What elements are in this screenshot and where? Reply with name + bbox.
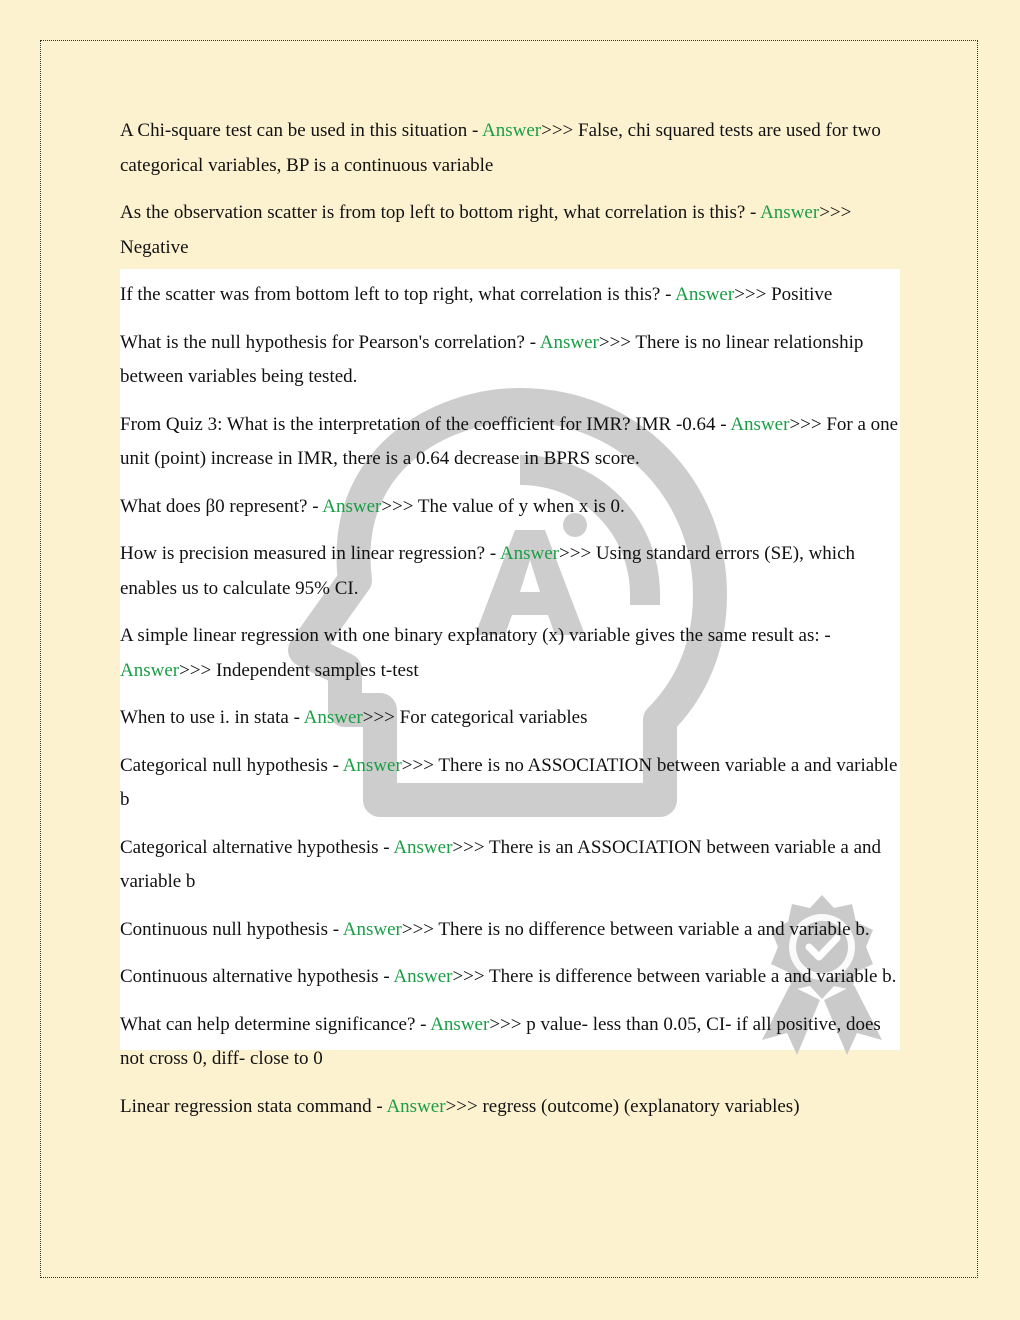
- answer-text: There is no linear relationship between variables being tested.: [120, 331, 864, 387]
- question-text: As the observation scatter is from top left to bottom right, what correlation is this?: [120, 202, 746, 223]
- answer-suffix: >>>: [559, 543, 596, 564]
- answer-label: Answer: [342, 918, 402, 940]
- separator: -: [378, 966, 394, 987]
- question-text: If the scatter was from bottom left to top right, what correlation is this?: [120, 284, 661, 305]
- answer-suffix: >>>: [401, 754, 439, 776]
- answer-label: Answer: [303, 707, 363, 728]
- qa-item: [120, 831, 900, 900]
- separator: -: [327, 754, 343, 776]
- separator: -: [745, 202, 761, 223]
- answer-label: Answer: [730, 413, 790, 435]
- answer-suffix: >>>: [452, 966, 490, 987]
- answer-label: Answer: [322, 495, 382, 517]
- qa-item: [120, 408, 900, 477]
- separator: -: [288, 707, 304, 728]
- answer-suffix: >>>: [362, 707, 400, 728]
- separator: -: [378, 836, 394, 858]
- answer-label: Answer: [386, 1095, 446, 1117]
- answer-text: Negative: [120, 236, 189, 258]
- qa-item: [120, 619, 900, 688]
- qa-item: [120, 749, 900, 818]
- answer-suffix: >>>: [452, 836, 489, 858]
- answer-suffix: >>>: [734, 284, 772, 305]
- answer-label: Answer: [342, 754, 402, 776]
- qa-item: [120, 537, 900, 606]
- question-text: What is the null hypothesis for Pearson's correlation?: [120, 331, 525, 353]
- answer-suffix: >>>: [445, 1095, 483, 1117]
- answer-label: Answer: [393, 966, 453, 987]
- qa-item: [120, 326, 900, 395]
- question-text: A Chi-square test can be used in this situation: [120, 120, 468, 141]
- answer-text: There is difference between variable a and variable b.: [489, 966, 897, 987]
- answer-label: Answer: [539, 331, 599, 353]
- answer-text: Using standard errors (SE), which enables us to calculate 95% CI.: [120, 543, 856, 599]
- question-text: Continuous null hypothesis: [120, 918, 328, 940]
- qa-list: [120, 114, 900, 1137]
- separator: -: [715, 413, 731, 435]
- answer-label: Answer: [393, 836, 453, 858]
- qa-item: [120, 1008, 900, 1077]
- question-text: What can help determine significance?: [120, 1013, 416, 1035]
- question-text: Categorical alternative hypothesis: [120, 836, 379, 858]
- separator: -: [307, 495, 323, 517]
- answer-suffix: >>>: [598, 331, 636, 353]
- answer-suffix: >>>: [541, 120, 579, 141]
- answer-suffix: >>>: [179, 659, 217, 681]
- answer-suffix: >>>: [819, 202, 852, 223]
- question-text: When to use i. in stata: [120, 707, 289, 728]
- answer-text: Independent samples t-test: [216, 659, 419, 681]
- separator: -: [415, 1013, 431, 1035]
- question-text: What does β0 represent?: [120, 495, 308, 517]
- question-text: From Quiz 3: What is the interpretation of the coefficient for IMR? IMR -0.64: [120, 413, 716, 435]
- separator: -: [327, 918, 343, 940]
- qa-item: [120, 913, 900, 948]
- qa-item: [120, 196, 900, 265]
- qa-item: [120, 278, 900, 313]
- separator: -: [485, 543, 500, 564]
- separator: -: [524, 331, 540, 353]
- answer-label: Answer: [760, 202, 820, 223]
- question-text: Continuous alternative hypothesis: [120, 966, 379, 987]
- answer-label: Answer: [499, 543, 560, 564]
- qa-item: [120, 701, 900, 736]
- qa-item: [120, 490, 900, 525]
- qa-item: [120, 1090, 900, 1125]
- answer-text: regress (outcome) (explanatory variables): [482, 1095, 800, 1117]
- answer-suffix: >>>: [401, 918, 439, 940]
- separator: -: [371, 1095, 387, 1117]
- question-text: Categorical null hypothesis: [120, 754, 328, 776]
- separator: -: [467, 120, 483, 141]
- answer-text: Positive: [771, 284, 833, 305]
- answer-text: There is no difference between variable a and variable b.: [438, 918, 870, 940]
- answer-suffix: >>>: [381, 495, 418, 517]
- answer-text: For categorical variables: [399, 707, 588, 728]
- answer-label: Answer: [675, 284, 735, 305]
- answer-text: There is no ASSOCIATION between variable a and variable b: [120, 754, 898, 810]
- answer-text: The value of y when x is 0.: [417, 495, 625, 517]
- separator: -: [819, 625, 831, 646]
- answer-label: Answer: [430, 1013, 490, 1035]
- answer-text: p value- less than 0.05, CI- if all positive, does not cross 0, diff- close to 0: [120, 1013, 881, 1069]
- answer-label: Answer: [120, 659, 180, 681]
- answer-text: There is an ASSOCIATION between variable a and variable b: [120, 836, 882, 892]
- answer-suffix: >>>: [789, 413, 827, 435]
- question-text: Linear regression stata command: [120, 1095, 372, 1117]
- qa-item: [120, 114, 900, 183]
- question-text: How is precision measured in linear regression?: [120, 543, 486, 564]
- answer-label: Answer: [482, 120, 542, 141]
- question-text: A simple linear regression with one binary explanatory (x) variable gives the same result as:: [120, 625, 820, 646]
- answer-text: False, chi squared tests are used for two categorical variables, BP is a continuous variable: [120, 120, 881, 176]
- answer-suffix: >>>: [489, 1013, 527, 1035]
- answer-text: For a one unit (point) increase in IMR, there is a 0.64 decrease in BPRS score.: [120, 413, 899, 469]
- separator: -: [660, 284, 676, 305]
- qa-item: [120, 960, 900, 995]
